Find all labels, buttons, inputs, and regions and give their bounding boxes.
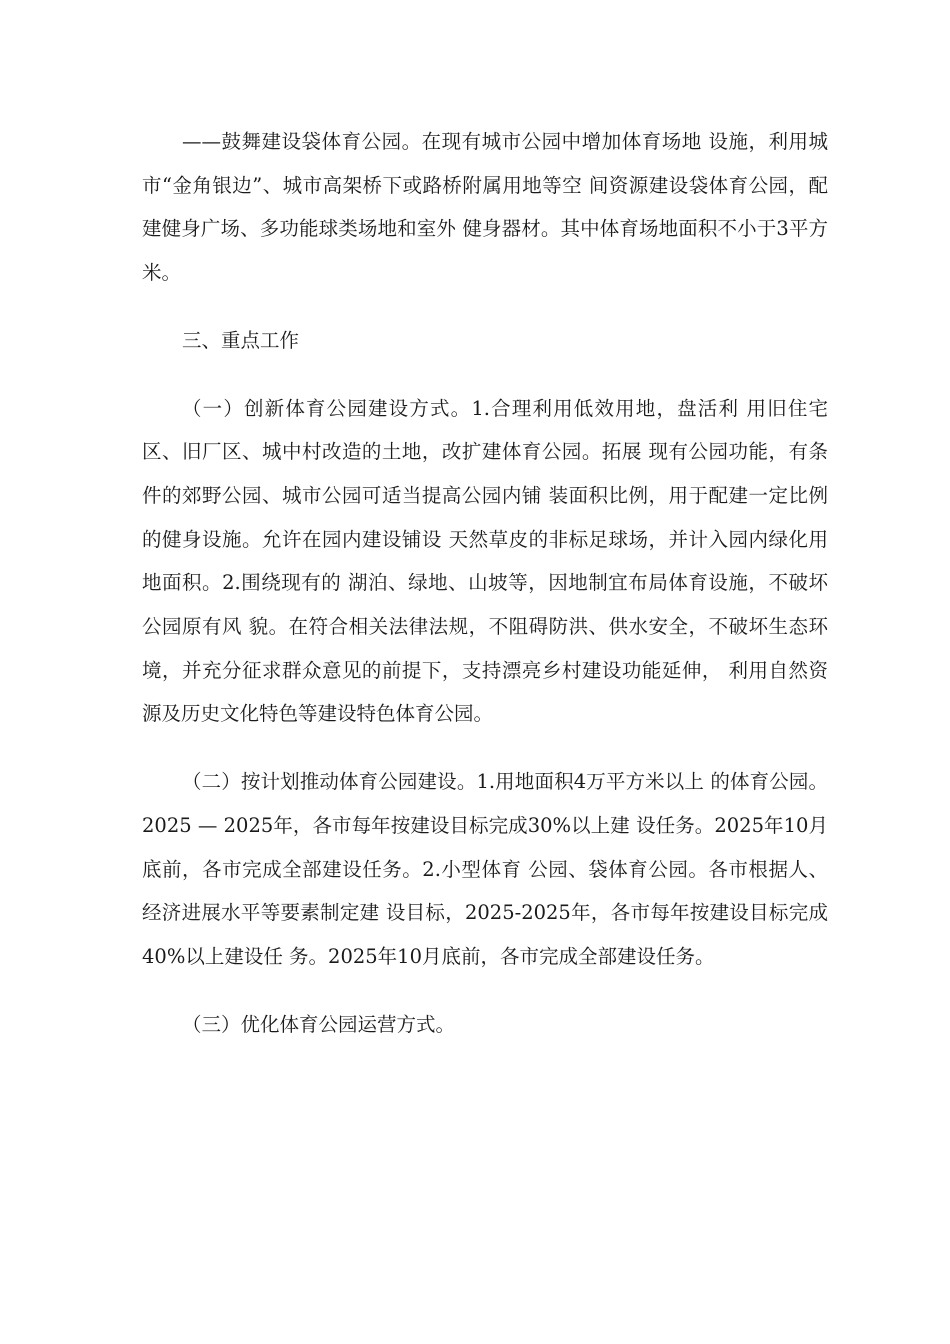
section-heading-key-tasks: 三、重点工作 [182, 328, 300, 352]
paragraph-construction-methods: （一）创新体育公园建设方式。1.合理利用低效用地，盘活利 用旧住宅区、旧厂区、城中村改造的土地，改扩建体育公园。拓展 现有公园功能，有条件的郊野公园、城市公园可适当提高公园内铺 装面积比例，用于配建一定比例的健身设施。允许在园内建设铺设 天然草皮的非标足球场，并计入园内绿化用地面积。2.围绕现有的 湖泊、绿地、山坡等，因地制宜布局体育设施，不破坏公园原有风 貌。在符合相关法律法规，不阻碍防洪、供水安全，不破坏生态环 境，并充分征求群众意见的前提下，支持漂亮乡村建设功能延伸， 利用自然资源及历史文化特色等建设特色体育公园。 [142, 396, 828, 726]
paragraph-pocket-park: ——鼓舞建设袋体育公园。在现有城市公园中增加体育场地 设施，利用城市“金角银边”、城市高架桥下或路桥附属用地等空 间资源建设袋体育公园，配建健身广场、多功能球类场地和室外 健身器材。其中体育场地面积不小于3平方米。 [142, 130, 828, 285]
paragraph-operation-methods: （三）优化体育公园运营方式。 [182, 1012, 456, 1036]
document-page [142, 120, 828, 1046]
paragraph-construction-plan: （二）按计划推动体育公园建设。1.用地面积4万平方米以上 的体育公园。2025 — 2025年，各市每年按建设目标完成30%以上建 设任务。2025年10月底前，各市完成全部建设任务。2.小型体育 公园、袋体育公园。各市根据人、经济进展水平等要素制定建 设目标，2025-2025年，各市每年按建设目标完成40%以上建设任 务。2025年10月底前，各市完成全部建设任务。 [142, 770, 828, 968]
